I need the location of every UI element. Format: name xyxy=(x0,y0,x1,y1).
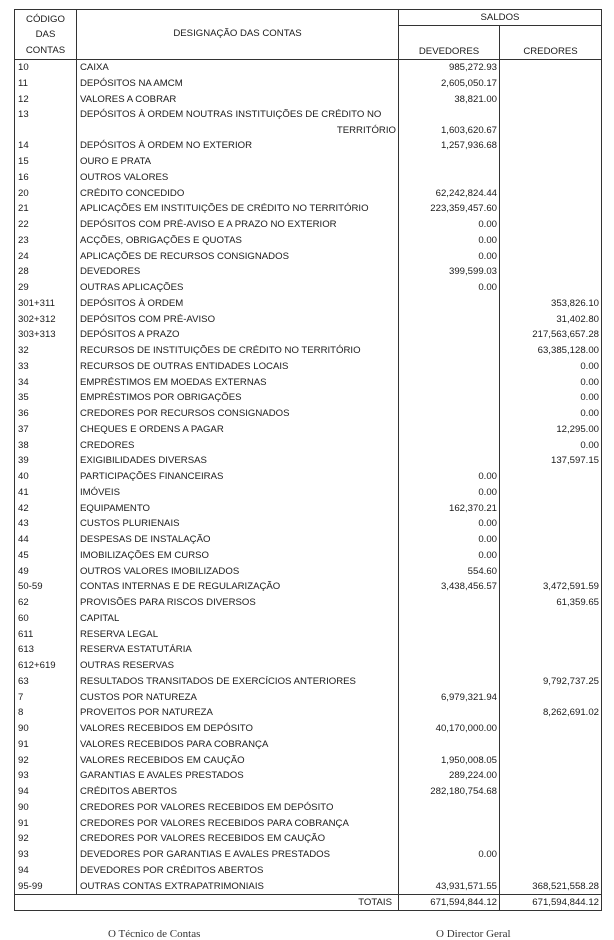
account-row xyxy=(15,264,602,280)
account-code: 15 xyxy=(15,154,77,170)
account-description: OUTROS VALORES xyxy=(77,170,399,186)
saldo-credor xyxy=(500,107,602,138)
saldo-credor: 8,262,691.02 xyxy=(500,705,602,721)
account-code: 612+619 xyxy=(15,658,77,674)
account-row xyxy=(15,453,602,469)
saldo-devedor xyxy=(399,406,500,422)
account-description: VALORES RECEBIDOS EM CAUÇÃO xyxy=(77,753,399,769)
account-description: RESERVA ESTATUTÁRIA xyxy=(77,642,399,658)
account-code: 92 xyxy=(15,831,77,847)
account-row xyxy=(15,280,602,296)
saldo-devedor xyxy=(399,627,500,643)
account-code: 90 xyxy=(15,800,77,816)
totals-label: TOTAIS xyxy=(15,895,399,911)
saldo-devedor: 162,370.21 xyxy=(399,501,500,517)
account-code: 44 xyxy=(15,532,77,548)
saldo-devedor: 1,603,620.67 xyxy=(399,107,500,138)
header-credores: CREDORES xyxy=(500,26,602,60)
account-row xyxy=(15,753,602,769)
account-code: 93 xyxy=(15,768,77,784)
account-code: 20 xyxy=(15,186,77,202)
account-row xyxy=(15,674,602,690)
saldo-devedor: 43,931,571.55 xyxy=(399,879,500,895)
saldo-credor: 31,402.80 xyxy=(500,312,602,328)
account-description: OUTRAS CONTAS EXTRAPATRIMONIAIS xyxy=(77,879,399,895)
account-code: 611 xyxy=(15,627,77,643)
account-description: CREDORES POR VALORES RECEBIDOS EM CAUÇÃO xyxy=(77,831,399,847)
saldo-credor xyxy=(500,264,602,280)
account-code: 91 xyxy=(15,816,77,832)
account-row xyxy=(15,138,602,154)
account-description xyxy=(77,107,399,138)
account-code: 302+312 xyxy=(15,312,77,328)
saldo-credor xyxy=(500,642,602,658)
saldo-devedor: 1,950,008.05 xyxy=(399,753,500,769)
account-code: 91 xyxy=(15,737,77,753)
account-row xyxy=(15,579,602,595)
account-description: CREDORES xyxy=(77,438,399,454)
saldo-devedor xyxy=(399,863,500,879)
saldo-credor xyxy=(500,92,602,108)
account-description: CRÉDITO CONCEDIDO xyxy=(77,186,399,202)
account-row xyxy=(15,154,602,170)
account-description: VALORES RECEBIDOS EM DEPÓSITO xyxy=(77,721,399,737)
saldo-credor xyxy=(500,721,602,737)
account-code: 50-59 xyxy=(15,579,77,595)
account-description: DEPÓSITOS COM PRÉ-AVISO E A PRAZO NO EXTERIOR xyxy=(77,217,399,233)
account-description: CHEQUES E ORDENS A PAGAR xyxy=(77,422,399,438)
account-row xyxy=(15,92,602,108)
account-code: 95-99 xyxy=(15,879,77,895)
account-row xyxy=(15,705,602,721)
account-row xyxy=(15,737,602,753)
account-row xyxy=(15,768,602,784)
totals-credores: 671,594,844.12 xyxy=(500,895,602,911)
account-description: ACÇÕES, OBRIGAÇÕES E QUOTAS xyxy=(77,233,399,249)
saldo-credor xyxy=(500,233,602,249)
account-description: EXIGIBILIDADES DIVERSAS xyxy=(77,453,399,469)
saldo-credor xyxy=(500,611,602,627)
account-code: 40 xyxy=(15,469,77,485)
account-code: 90 xyxy=(15,721,77,737)
header-code-line2: DAS xyxy=(35,29,56,41)
signature-director: O Director Geral xyxy=(436,928,511,940)
saldo-devedor: 0.00 xyxy=(399,548,500,564)
saldo-credor: 0.00 xyxy=(500,438,602,454)
saldo-credor xyxy=(500,737,602,753)
account-code: 33 xyxy=(15,359,77,375)
account-row xyxy=(15,170,602,186)
account-row xyxy=(15,217,602,233)
saldo-devedor xyxy=(399,359,500,375)
saldo-devedor: 6,979,321.94 xyxy=(399,690,500,706)
saldo-devedor xyxy=(399,705,500,721)
saldo-credor xyxy=(500,280,602,296)
account-row xyxy=(15,422,602,438)
account-row xyxy=(15,249,602,265)
saldo-credor xyxy=(500,816,602,832)
account-description: DESPESAS DE INSTALAÇÃO xyxy=(77,532,399,548)
account-description: DEPÓSITOS NA AMCM xyxy=(77,76,399,92)
saldo-credor xyxy=(500,217,602,233)
account-description: DEVEDORES POR CRÉDITOS ABERTOS xyxy=(77,863,399,879)
account-code: 22 xyxy=(15,217,77,233)
account-description: GARANTIAS E AVALES PRESTADOS xyxy=(77,768,399,784)
account-code: 32 xyxy=(15,343,77,359)
account-code: 92 xyxy=(15,753,77,769)
account-code: 13 xyxy=(15,107,77,138)
saldo-credor: 0.00 xyxy=(500,406,602,422)
account-description: RESERVA LEGAL xyxy=(77,627,399,643)
account-description: DEPÓSITOS A PRAZO xyxy=(77,327,399,343)
saldo-devedor: 1,257,936.68 xyxy=(399,138,500,154)
account-row xyxy=(15,107,602,138)
account-code: 10 xyxy=(15,60,77,76)
saldo-devedor: 0.00 xyxy=(399,532,500,548)
saldo-devedor xyxy=(399,390,500,406)
account-code: 301+311 xyxy=(15,296,77,312)
account-code: 14 xyxy=(15,138,77,154)
saldo-credor xyxy=(500,564,602,580)
saldo-credor: 63,385,128.00 xyxy=(500,343,602,359)
saldo-devedor: 38,821.00 xyxy=(399,92,500,108)
saldo-devedor: 985,272.93 xyxy=(399,60,500,76)
account-row xyxy=(15,312,602,328)
saldo-devedor xyxy=(399,642,500,658)
account-description: PARTICIPAÇÕES FINANCEIRAS xyxy=(77,469,399,485)
account-description: CUSTOS PLURIENAIS xyxy=(77,516,399,532)
account-row xyxy=(15,469,602,485)
saldo-credor xyxy=(500,800,602,816)
account-row xyxy=(15,60,602,76)
balance-sheet xyxy=(14,9,601,911)
account-code: 16 xyxy=(15,170,77,186)
saldo-devedor xyxy=(399,816,500,832)
account-description: CREDORES POR VALORES RECEBIDOS PARA COBRANÇA xyxy=(77,816,399,832)
account-row xyxy=(15,359,602,375)
account-row xyxy=(15,800,602,816)
account-row xyxy=(15,642,602,658)
account-description: OUTROS VALORES IMOBILIZADOS xyxy=(77,564,399,580)
saldo-devedor xyxy=(399,296,500,312)
account-row xyxy=(15,690,602,706)
account-row xyxy=(15,343,602,359)
account-code: 37 xyxy=(15,422,77,438)
saldo-credor xyxy=(500,532,602,548)
account-row xyxy=(15,784,602,800)
saldo-credor: 3,472,591.59 xyxy=(500,579,602,595)
account-description: APLICAÇÕES EM INSTITUIÇÕES DE CRÉDITO NO TERRITÓRIO xyxy=(77,201,399,217)
account-row xyxy=(15,595,602,611)
saldo-credor xyxy=(500,516,602,532)
saldo-credor: 217,563,657.28 xyxy=(500,327,602,343)
account-row xyxy=(15,847,602,863)
account-row xyxy=(15,548,602,564)
account-description: EQUIPAMENTO xyxy=(77,501,399,517)
saldo-devedor: 0.00 xyxy=(399,469,500,485)
saldo-credor xyxy=(500,784,602,800)
saldo-credor xyxy=(500,690,602,706)
header-saldos: SALDOS xyxy=(399,10,602,26)
saldo-credor: 12,295.00 xyxy=(500,422,602,438)
header-description: DESIGNAÇÃO DAS CONTAS xyxy=(77,10,399,60)
account-description-line2: TERRITÓRIO xyxy=(336,124,396,136)
saldo-devedor xyxy=(399,658,500,674)
saldo-devedor: 0.00 xyxy=(399,485,500,501)
account-description: CREDORES POR VALORES RECEBIDOS EM DEPÓSITO xyxy=(77,800,399,816)
saldo-credor xyxy=(500,847,602,863)
account-row xyxy=(15,532,602,548)
account-code: 303+313 xyxy=(15,327,77,343)
account-code: 62 xyxy=(15,595,77,611)
saldo-devedor: 282,180,754.68 xyxy=(399,784,500,800)
saldo-devedor: 2,605,050.17 xyxy=(399,76,500,92)
account-row xyxy=(15,501,602,517)
account-description: CRÉDITOS ABERTOS xyxy=(77,784,399,800)
account-code: 7 xyxy=(15,690,77,706)
account-description: CAIXA xyxy=(77,60,399,76)
saldo-credor xyxy=(500,831,602,847)
saldo-devedor xyxy=(399,312,500,328)
header-code-line1: CÓDIGO xyxy=(26,13,65,25)
saldo-devedor: 0.00 xyxy=(399,847,500,863)
saldo-devedor xyxy=(399,611,500,627)
saldo-credor xyxy=(500,138,602,154)
account-description: DEVEDORES POR GARANTIAS E AVALES PRESTADOS xyxy=(77,847,399,863)
account-code: 42 xyxy=(15,501,77,517)
account-row xyxy=(15,516,602,532)
account-row xyxy=(15,406,602,422)
saldo-credor xyxy=(500,485,602,501)
account-code: 45 xyxy=(15,548,77,564)
account-code: 21 xyxy=(15,201,77,217)
account-row xyxy=(15,564,602,580)
account-code: 8 xyxy=(15,705,77,721)
saldo-devedor: 0.00 xyxy=(399,233,500,249)
saldo-credor xyxy=(500,154,602,170)
saldo-credor xyxy=(500,201,602,217)
account-code: 613 xyxy=(15,642,77,658)
saldo-devedor: 40,170,000.00 xyxy=(399,721,500,737)
saldo-credor: 353,826.10 xyxy=(500,296,602,312)
saldo-devedor xyxy=(399,831,500,847)
account-code: 24 xyxy=(15,249,77,265)
account-row xyxy=(15,438,602,454)
account-description-line1: DEPÓSITOS À ORDEM NOUTRAS INSTITUIÇÕES DE CRÉDITO NO xyxy=(80,109,382,121)
saldo-credor: 0.00 xyxy=(500,390,602,406)
account-description: DEVEDORES xyxy=(77,264,399,280)
saldo-credor: 0.00 xyxy=(500,359,602,375)
saldo-devedor: 3,438,456.57 xyxy=(399,579,500,595)
account-code: 35 xyxy=(15,390,77,406)
account-row xyxy=(15,233,602,249)
account-row xyxy=(15,816,602,832)
saldo-devedor: 62,242,824.44 xyxy=(399,186,500,202)
account-description: RECURSOS DE INSTITUIÇÕES DE CRÉDITO NO TERRITÓRIO xyxy=(77,343,399,359)
account-code: 41 xyxy=(15,485,77,501)
account-code: 94 xyxy=(15,784,77,800)
account-code: 93 xyxy=(15,847,77,863)
saldo-devedor xyxy=(399,375,500,391)
account-description: OUTRAS APLICAÇÕES xyxy=(77,280,399,296)
account-row xyxy=(15,327,602,343)
account-description: VALORES A COBRAR xyxy=(77,92,399,108)
account-row xyxy=(15,658,602,674)
account-description: PROVISÕES PARA RISCOS DIVERSOS xyxy=(77,595,399,611)
saldo-credor xyxy=(500,249,602,265)
saldo-credor xyxy=(500,186,602,202)
saldo-devedor: 0.00 xyxy=(399,217,500,233)
saldo-credor: 368,521,558.28 xyxy=(500,879,602,895)
signature-tecnico: O Técnico de Contas xyxy=(108,928,201,940)
account-description: IMOBILIZAÇÕES EM CURSO xyxy=(77,548,399,564)
account-row xyxy=(15,390,602,406)
saldo-devedor xyxy=(399,170,500,186)
saldo-devedor xyxy=(399,737,500,753)
account-description: IMÓVEIS xyxy=(77,485,399,501)
account-row xyxy=(15,627,602,643)
account-description: DEPÓSITOS À ORDEM xyxy=(77,296,399,312)
header-code-line3: CONTAS xyxy=(25,44,66,56)
account-row xyxy=(15,611,602,627)
saldo-devedor: 223,359,457.60 xyxy=(399,201,500,217)
saldo-devedor: 0.00 xyxy=(399,280,500,296)
account-description: EMPRÉSTIMOS EM MOEDAS EXTERNAS xyxy=(77,375,399,391)
account-description: EMPRÉSTIMOS POR OBRIGAÇÕES xyxy=(77,390,399,406)
account-code: 38 xyxy=(15,438,77,454)
account-description: RESULTADOS TRANSITADOS DE EXERCÍCIOS ANTERIORES xyxy=(77,674,399,690)
account-description: CAPITAL xyxy=(77,611,399,627)
account-code: 28 xyxy=(15,264,77,280)
saldo-credor xyxy=(500,753,602,769)
account-row xyxy=(15,201,602,217)
saldo-credor: 61,359.65 xyxy=(500,595,602,611)
saldo-devedor xyxy=(399,438,500,454)
saldo-devedor xyxy=(399,800,500,816)
account-description: DEPÓSITOS COM PRÉ-AVISO xyxy=(77,312,399,328)
account-row xyxy=(15,879,602,895)
account-row xyxy=(15,296,602,312)
saldo-devedor: 399,599.03 xyxy=(399,264,500,280)
account-description: CREDORES POR RECURSOS CONSIGNADOS xyxy=(77,406,399,422)
account-description: VALORES RECEBIDOS PARA COBRANÇA xyxy=(77,737,399,753)
saldo-devedor xyxy=(399,595,500,611)
account-code: 36 xyxy=(15,406,77,422)
account-row xyxy=(15,375,602,391)
account-description: OUTRAS RESERVAS xyxy=(77,658,399,674)
saldo-credor xyxy=(500,469,602,485)
account-code: 29 xyxy=(15,280,77,296)
saldo-credor xyxy=(500,501,602,517)
account-row xyxy=(15,76,602,92)
account-code: 39 xyxy=(15,453,77,469)
saldo-credor xyxy=(500,548,602,564)
saldo-credor xyxy=(500,768,602,784)
account-description: CUSTOS POR NATUREZA xyxy=(77,690,399,706)
account-row xyxy=(15,485,602,501)
account-code: 12 xyxy=(15,92,77,108)
saldo-devedor xyxy=(399,674,500,690)
account-description: RECURSOS DE OUTRAS ENTIDADES LOCAIS xyxy=(77,359,399,375)
header-code xyxy=(15,10,77,60)
saldo-credor xyxy=(500,60,602,76)
saldo-credor xyxy=(500,627,602,643)
account-code: 11 xyxy=(15,76,77,92)
saldo-credor xyxy=(500,76,602,92)
saldo-devedor xyxy=(399,154,500,170)
account-code: 94 xyxy=(15,863,77,879)
account-description: CONTAS INTERNAS E DE REGULARIZAÇÃO xyxy=(77,579,399,595)
account-code: 60 xyxy=(15,611,77,627)
saldo-devedor xyxy=(399,453,500,469)
account-code: 49 xyxy=(15,564,77,580)
totals-devedores: 671,594,844.12 xyxy=(399,895,500,911)
account-description: OURO E PRATA xyxy=(77,154,399,170)
saldo-devedor: 289,224.00 xyxy=(399,768,500,784)
saldo-devedor xyxy=(399,343,500,359)
account-code: 43 xyxy=(15,516,77,532)
saldo-credor xyxy=(500,170,602,186)
saldo-credor: 137,597.15 xyxy=(500,453,602,469)
saldo-devedor xyxy=(399,422,500,438)
account-row xyxy=(15,721,602,737)
saldo-credor xyxy=(500,658,602,674)
account-description: PROVEITOS POR NATUREZA xyxy=(77,705,399,721)
account-description: DEPÓSITOS À ORDEM NO EXTERIOR xyxy=(77,138,399,154)
saldo-devedor xyxy=(399,327,500,343)
totals-row xyxy=(15,895,602,911)
saldo-devedor: 0.00 xyxy=(399,516,500,532)
account-code: 34 xyxy=(15,375,77,391)
account-row xyxy=(15,863,602,879)
account-description: APLICAÇÕES DE RECURSOS CONSIGNADOS xyxy=(77,249,399,265)
saldo-devedor: 554.60 xyxy=(399,564,500,580)
saldo-devedor: 0.00 xyxy=(399,249,500,265)
saldo-credor xyxy=(500,863,602,879)
saldo-credor: 0.00 xyxy=(500,375,602,391)
account-row xyxy=(15,186,602,202)
header-devedores: DEVEDORES xyxy=(399,26,500,60)
accounts-table xyxy=(14,9,602,911)
account-code: 63 xyxy=(15,674,77,690)
accounts-body xyxy=(15,60,602,895)
account-row xyxy=(15,831,602,847)
account-code: 23 xyxy=(15,233,77,249)
saldo-credor: 9,792,737.25 xyxy=(500,674,602,690)
